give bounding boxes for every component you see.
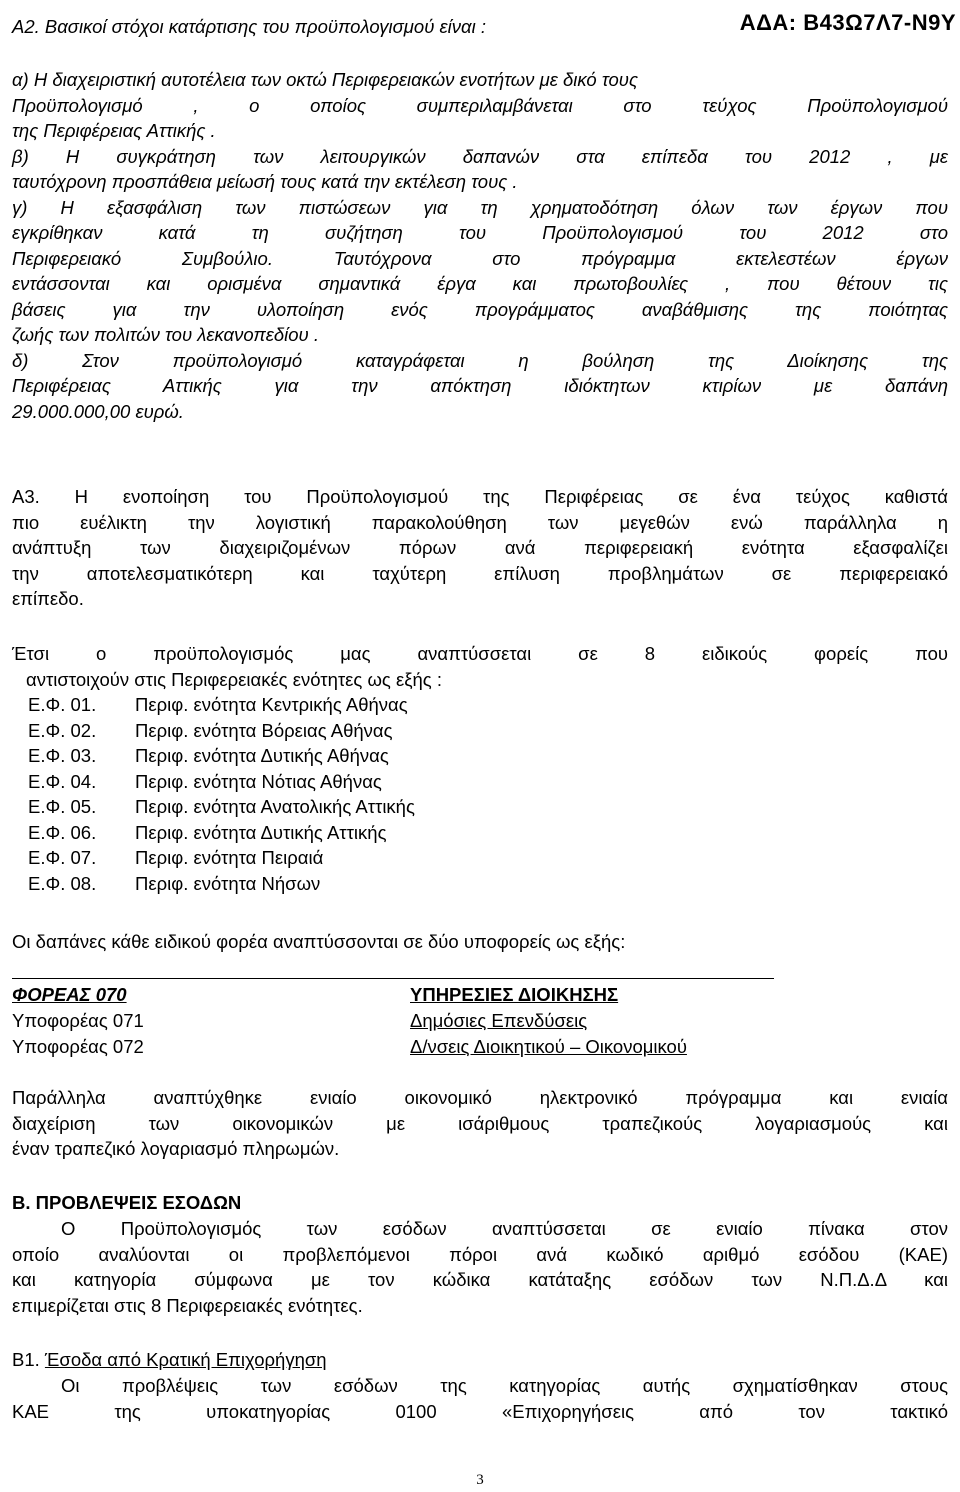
text-line: βάσεις για την υλοποίηση ενός προγράμματος αναβάθμισης της ποιότητας (12, 298, 948, 320)
text-line: και κατηγορία σύμφωνα με τον κώδικα κατάταξης εσόδων των Ν.Π.Δ.Δ και (12, 1269, 948, 1290)
unit-name: Περιφ. ενότητα Πειραιά (135, 847, 324, 868)
unit-code: Ε.Φ. 03. (28, 745, 97, 766)
text-line: της Περιφέρειας Αττικής . (12, 120, 216, 141)
unit-code: Ε.Φ. 06. (28, 821, 97, 843)
section-title: Έσοδα από Κρατική Επιχορήγηση (44, 1349, 327, 1370)
table-cell: ΦΟΡΕΑΣ 070 (12, 984, 127, 1005)
table-cell: Υποφορέας 071 (12, 1010, 144, 1031)
section-b-paragraph (12, 1216, 948, 1318)
section-number: Β1. (12, 1349, 40, 1370)
text-line: έναν τραπεζικό λογαριασμό πληρωμών. (12, 1138, 340, 1159)
text-line: εντάσσονται και ορισμένα σημαντικά έργα και πρωτοβουλίες , που θέτουν τις (12, 273, 948, 294)
list-item (28, 794, 828, 820)
list-item (28, 871, 828, 897)
ada-code: ΑΔΑ: Β43Ω7Λ7-Ν9Υ (739, 10, 956, 35)
text-line: επιμερίζεται στις 8 Περιφερειακές ενότητες. (12, 1294, 363, 1316)
text-line: Έτσι ο προϋπολογισμός μας αναπτύσσεται σε 8 ειδικούς φορείς που (12, 643, 948, 664)
text-line: οποίο αναλύονται οι προβλεπόμενοι πόροι ανά κωδικό αριθμό εσόδου (ΚΑΕ) (12, 1243, 948, 1265)
unit-code: Ε.Φ. 02. (28, 719, 97, 741)
table-cell: Δημόσιες Επενδύσεις (410, 1010, 588, 1031)
unit-name: Περιφ. ενότητα Βόρειας Αθήνας (135, 719, 393, 741)
unit-name: Περιφ. ενότητα Ανατολικής Αττικής (135, 796, 415, 817)
section-b-heading: Β. ΠΡΟΒΛΕΨΕΙΣ ΕΣΟΔΩΝ (12, 1192, 242, 1213)
a3-paragraph (12, 484, 948, 612)
text-line: διαχείριση των οικονομικών με ισάριθμους τραπεζικούς λογαριασμούς και (12, 1112, 948, 1134)
unit-code: Ε.Φ. 05. (28, 796, 97, 817)
text-line: Προϋπολογισμό , ο οποίος συμπεριλαμβάνεται στο τεύχος Προϋπολογισμού (12, 94, 948, 116)
section-b1-heading (12, 1347, 948, 1373)
unit-code: Ε.Φ. 04. (28, 770, 97, 792)
list-item (28, 743, 828, 769)
table-cell: ΥΠΗΡΕΣΙΕΣ ΔΙΟΙΚΗΣΗΣ (410, 984, 619, 1005)
text-line: επίπεδο. (12, 588, 84, 609)
units-list (28, 692, 828, 896)
table-left-column (12, 982, 144, 1060)
text-line: Περιφερειακό Συμβούλιο. Ταυτόχρονα στο πρόγραμμα εκτελεστέων έργων (12, 247, 948, 269)
unit-name: Περιφ. ενότητα Νότιας Αθήνας (135, 770, 382, 792)
unit-name: Περιφ. ενότητα Δυτικής Αθήνας (135, 745, 389, 766)
section-b1-paragraph (12, 1373, 948, 1424)
unit-code: Ε.Φ. 08. (28, 872, 97, 894)
text-line: Οι προβλέψεις των εσόδων της κατηγορίας αυτής σχηματίσθηκαν στους (61, 1375, 948, 1396)
unit-code: Ε.Φ. 07. (28, 847, 97, 868)
table-cell: Υποφορέας 072 (12, 1036, 144, 1057)
text-line: ταυτόχρονη προσπάθεια μείωσή τους κατά την εκτέλεση τους . (12, 171, 518, 192)
table-cell: Δ/νσεις Διοικητικού – Οικονομικού (410, 1036, 687, 1057)
text-line: δ) Στον προϋπολογισμό καταγράφεται η βούληση της Διοίκησης της (12, 349, 948, 371)
unit-code: Ε.Φ. 01. (28, 694, 97, 715)
text-line: Ο Προϋπολογισμός των εσόδων αναπτύσσεται σε ενιαίο πίνακα στον (61, 1218, 948, 1239)
section-a2-heading: Α2. Βασικοί στόχοι κατάρτισης του προϋπολογισμού είναι : (12, 16, 486, 37)
parallel-paragraph (12, 1085, 948, 1162)
text-line: ΚΑΕ της υποκατηγορίας 0100 «Επιχορηγήσεις από τον τακτικό (12, 1400, 948, 1422)
units-intro (12, 641, 948, 692)
list-item (28, 845, 828, 871)
text-line: 29.000.000,00 ευρώ. (12, 400, 184, 422)
unit-name: Περιφ. ενότητα Δυτικής Αττικής (135, 821, 387, 843)
text-line: πιο ευέλικτη την λογιστική παρακολούθηση των μεγεθών ενώ παράλληλα η (12, 511, 948, 533)
text-line: Παράλληλα αναπτύχθηκε ενιαίο οικονομικό ηλεκτρονικό πρόγραμμα και ενιαία (12, 1087, 948, 1108)
list-item (28, 820, 828, 846)
list-item (28, 769, 828, 795)
text-line: αντιστοιχούν στις Περιφερειακές ενότητες ως εξής : (26, 668, 442, 690)
text-line: β) Η συγκράτηση των λειτουργικών δαπανών στα επίπεδα του 2012 , με (12, 145, 948, 167)
text-line: ζωής των πολιτών του λεκανοπεδίου . (12, 324, 320, 345)
list-item (28, 692, 828, 718)
text-line: γ) Η εξασφάλιση των πιστώσεων για τη χρηματοδότηση όλων των έργων που (12, 196, 948, 218)
a2-goals-block (12, 67, 948, 424)
unit-name: Περιφ. ενότητα Νήσων (135, 872, 321, 894)
text-line: α) Η διαχειριστική αυτοτέλεια των οκτώ Περιφερειακών ενοτήτων με δικό τους (12, 69, 638, 90)
text-line: Περιφέρειας Αττικής για την απόκτηση ιδιόκτητων κτιρίων με δαπάνη (12, 375, 948, 396)
list-item (28, 718, 828, 744)
text-line: Α3. Η ενοποίηση του Προϋπολογισμού της Περιφέρειας σε ένα τεύχος καθιστά (12, 486, 948, 507)
subunits-table (0, 978, 960, 1062)
table-top-rule (12, 978, 774, 979)
expenses-intro: Οι δαπάνες κάθε ειδικού φορέα αναπτύσσονται σε δύο υποφορείς ως εξής: (12, 931, 626, 952)
table-right-column (410, 982, 687, 1060)
text-line: ανάπτυξη των διαχειριζομένων πόρων ανά περιφερειακή ενότητα εξασφαλίζει (12, 537, 948, 558)
text-line: εγκρίθηκαν κατά τη συζήτηση του Προϋπολογισμού του 2012 στο (12, 222, 948, 243)
unit-name: Περιφ. ενότητα Κεντρικής Αθήνας (135, 694, 408, 715)
text-line: την αποτελεσματικότερη και ταχύτερη επίλυση προβλημάτων σε περιφερειακό (12, 562, 948, 584)
page-number: 3 (476, 1472, 484, 1488)
